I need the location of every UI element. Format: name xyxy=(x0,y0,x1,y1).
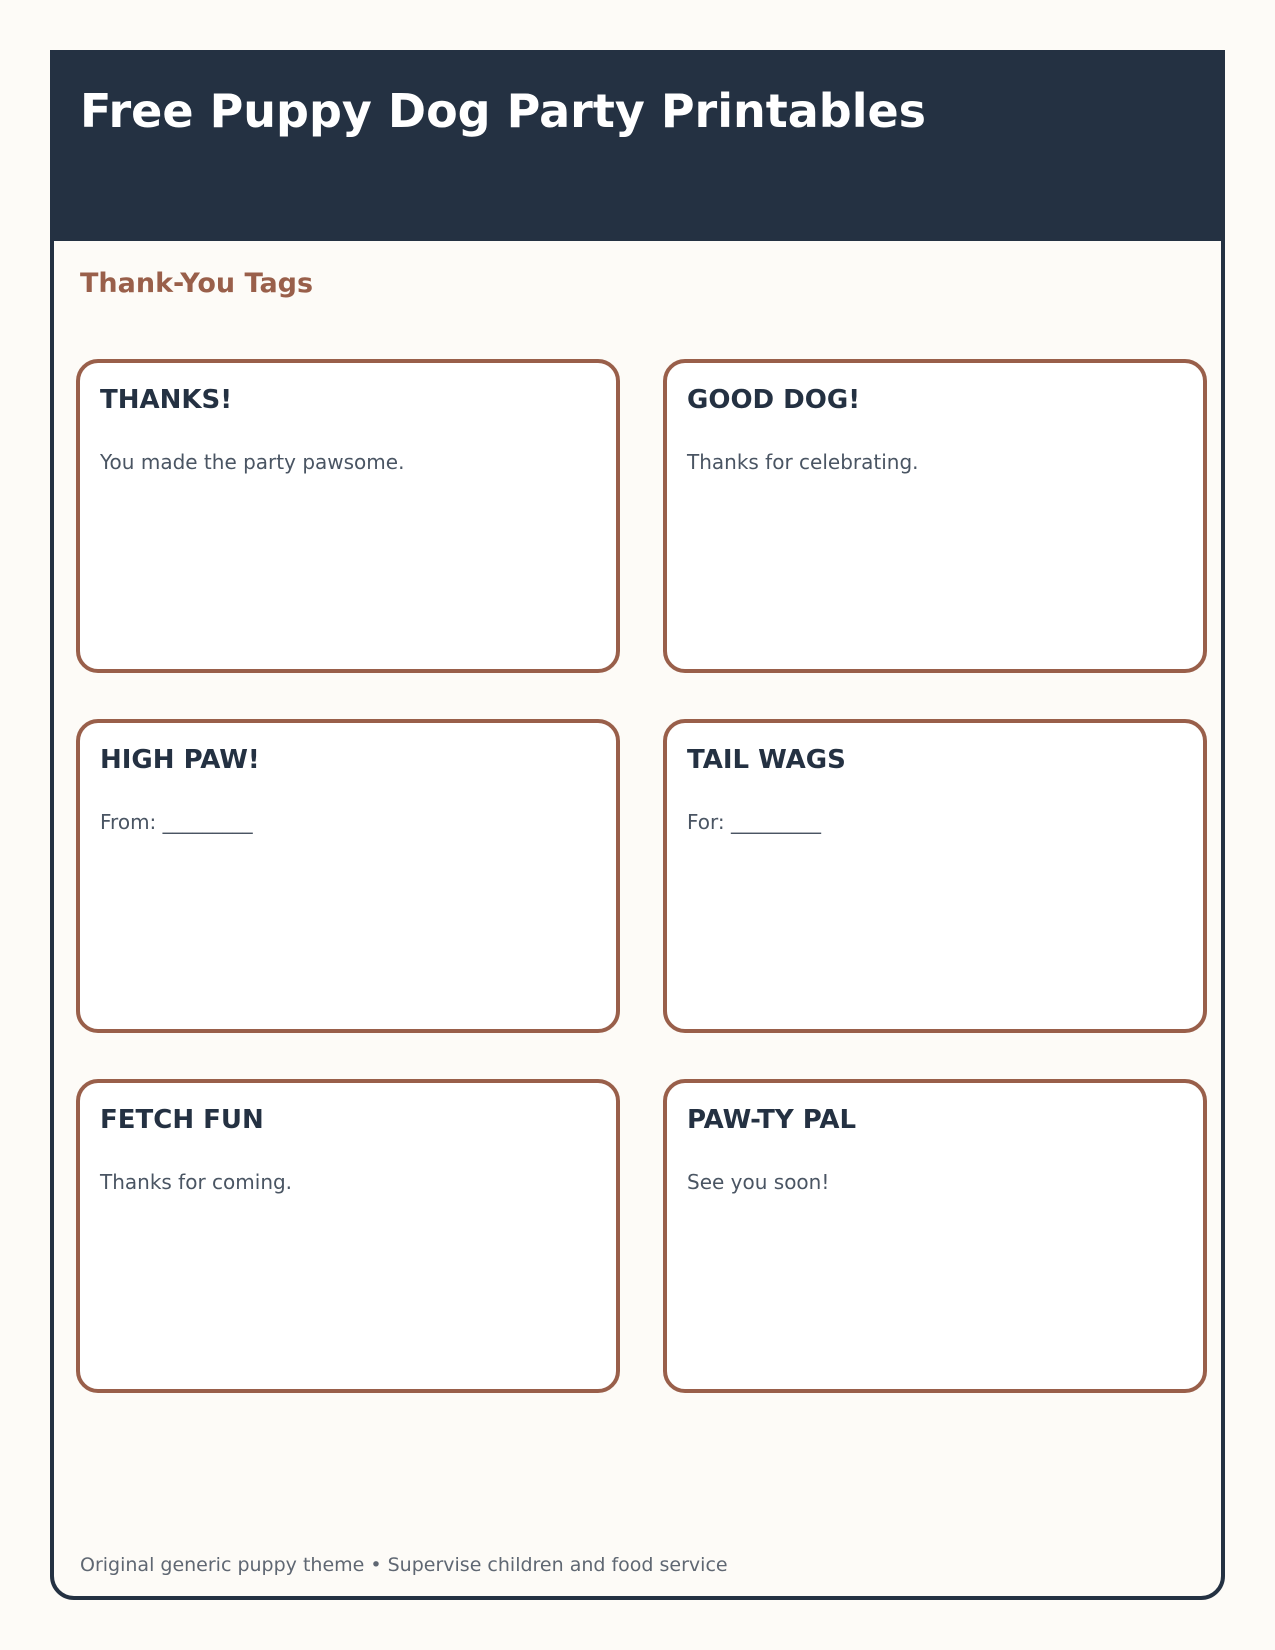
page-title: Free Puppy Dog Party Printables xyxy=(80,84,927,138)
tag-title: HIGH PAW! xyxy=(100,745,260,775)
thank-you-tag-paw-ty-pal xyxy=(663,1079,1207,1393)
footer-note: Original generic puppy theme • Supervise children and food service xyxy=(80,1554,728,1576)
tag-title: PAW-TY PAL xyxy=(687,1105,857,1135)
tag-message: From: _________ xyxy=(100,810,253,834)
thank-you-tags-grid xyxy=(76,359,1207,1393)
tag-message: Thanks for coming. xyxy=(100,1170,293,1194)
page-header xyxy=(54,54,1221,241)
thank-you-tag-fetch-fun xyxy=(76,1079,620,1393)
tag-title: GOOD DOG! xyxy=(687,385,861,415)
tag-message: You made the party pawsome. xyxy=(100,450,405,474)
thank-you-tag-thanks xyxy=(76,359,620,673)
section-title: Thank-You Tags xyxy=(80,268,314,299)
thank-you-tag-tail-wags xyxy=(663,719,1207,1033)
tag-message: See you soon! xyxy=(687,1170,830,1194)
thank-you-tag-high-paw xyxy=(76,719,620,1033)
tag-message: For: _________ xyxy=(687,810,821,834)
tag-message: Thanks for celebrating. xyxy=(687,450,919,474)
tag-title: FETCH FUN xyxy=(100,1105,264,1135)
thank-you-tag-good-dog xyxy=(663,359,1207,673)
printable-sheet xyxy=(50,50,1225,1600)
tag-title: THANKS! xyxy=(100,385,233,415)
tag-title: TAIL WAGS xyxy=(687,745,846,775)
